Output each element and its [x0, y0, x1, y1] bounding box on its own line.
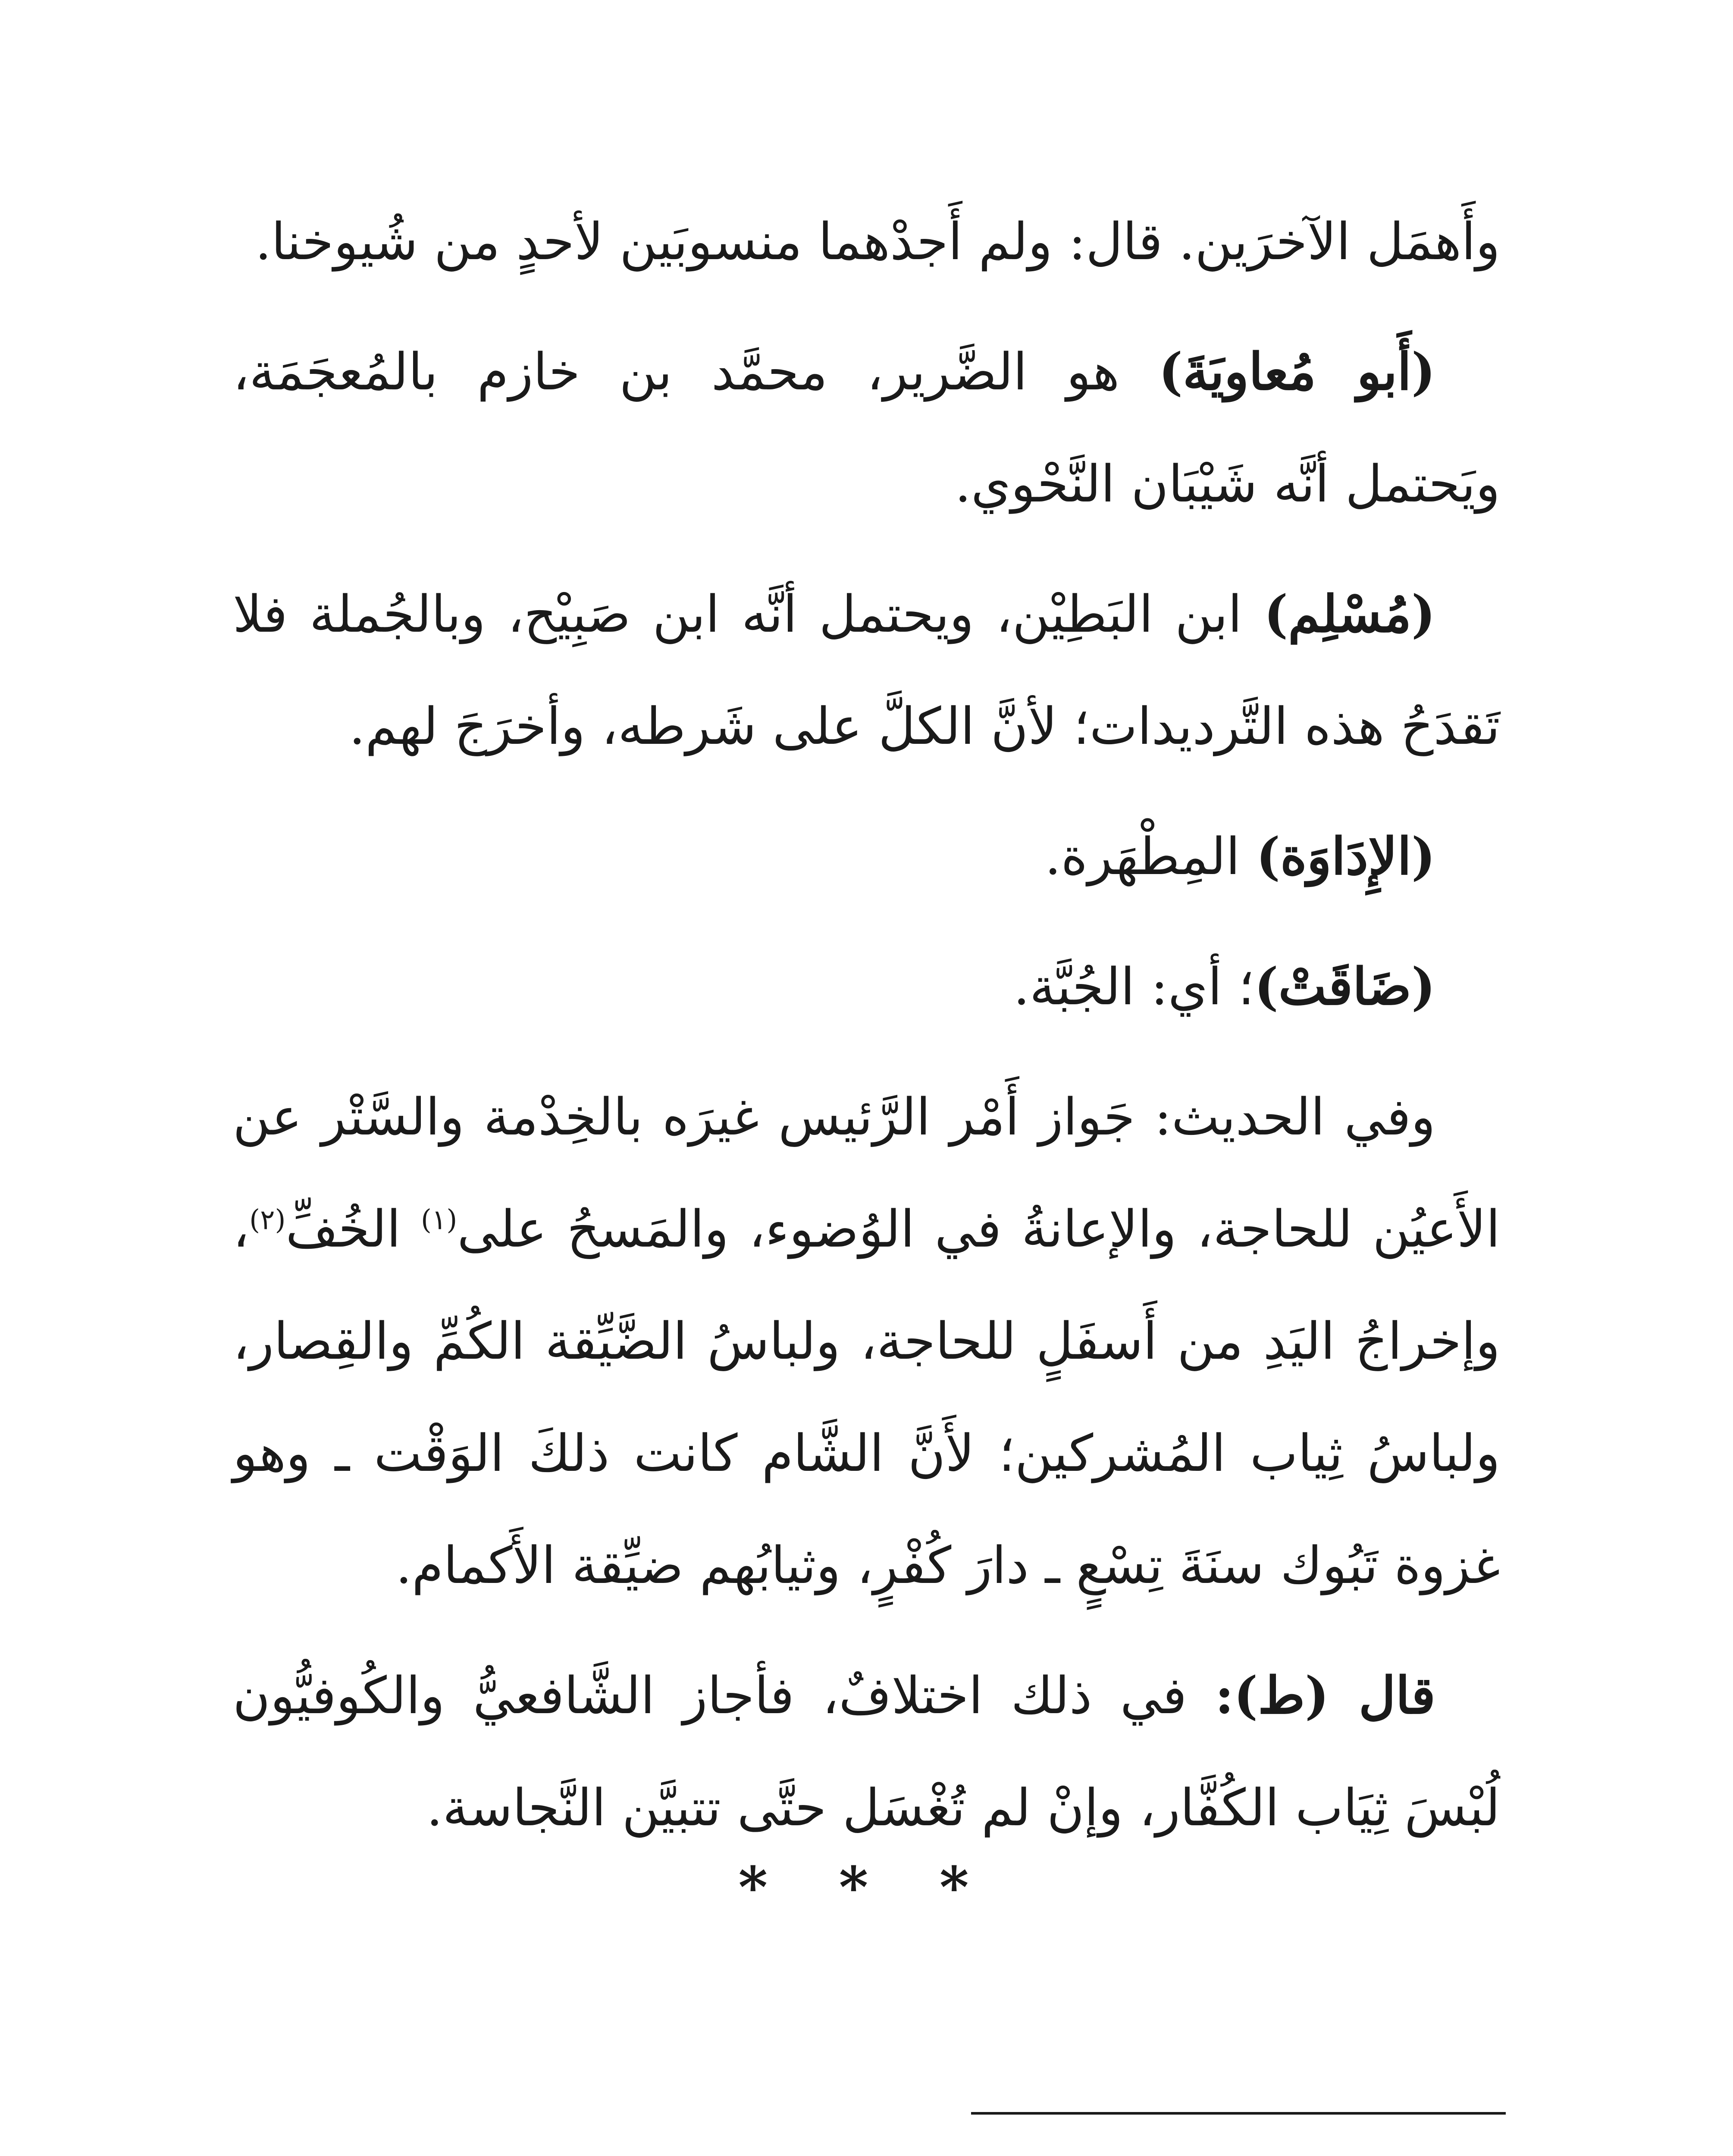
- paragraph-5: [233, 931, 1500, 1043]
- footnote-ref-2[interactable]: (٢): [249, 1204, 286, 1236]
- paragraph-3: [233, 558, 1500, 782]
- paragraph-3-text: ابن البَطِيْن، ويحتمل أنَّه ابن صَبِيْح، وبالجُملة فلا تَقدَحُ هذه التَّرديدات؛ لأنَّ الكلَّ على شَرطه، وأخرَجَ لهم.: [233, 584, 1500, 756]
- footnote-divider: [971, 2112, 1506, 2115]
- paragraph-3-heading: (مُسْلِم): [1264, 584, 1435, 644]
- paragraph-4: [233, 800, 1500, 912]
- paragraph-7-heading: قال (ط):: [1215, 1665, 1435, 1725]
- footnote-1: [233, 2152, 1500, 2156]
- paragraph-2-text: هو الضَّرير، محمَّد بن خازم بالمُعجَمَة، ويَحتمل أنَّه شَيْبَان النَّحْوي.: [233, 342, 1500, 514]
- paragraph-4-text: المِطْهَرة.: [1045, 827, 1257, 886]
- paragraph-6-text-b: الخُفِّ: [285, 1199, 421, 1259]
- footnote-ref-1[interactable]: (١): [421, 1204, 458, 1236]
- paragraph-4-heading: (الإِدَاوَة): [1256, 826, 1435, 886]
- paragraph-6-text-a: وفي الحديث: جَواز أَمْر الرَّئيس غيرَه بالخِدْمة والسَّتْر عن الأَعيُن للحاجة، والإعانةُ في الوُضوء، والمَسحُ على: [233, 1087, 1500, 1259]
- main-text: [233, 185, 1500, 1882]
- paragraph-2: [233, 316, 1500, 540]
- paragraph-1-text: وأَهمَل الآخرَين. قال: ولم أَجدْهما منسوبَين لأحدٍ من شُيوخنا.: [255, 212, 1500, 271]
- footnote-1-number: [1384, 2152, 1500, 2156]
- section-separator: * * *: [738, 1854, 995, 1920]
- footnotes: [233, 2152, 1500, 2156]
- paragraph-1: [233, 185, 1500, 298]
- paragraph-6: [233, 1061, 1500, 1621]
- paragraph-5-heading: (ضَاقَتْ): [1254, 956, 1435, 1016]
- paragraph-6-text-c: ، وإخراجُ اليَدِ من أَسفَلٍ للحاجة، ولباسُ الضَّيِّقة الكُمِّ والقِصار، ولباسُ ثِياب المُشركين؛ لأَنَّ الشَّام كانت ذلكَ الوَقْت ـ وهو غزوة تَبُوك سنَةَ تِسْعٍ ـ دارَ كُفْرٍ، وثيابُهم ضيِّقة الأَكمام.: [233, 1199, 1500, 1595]
- paragraph-7: [233, 1639, 1500, 1864]
- paragraph-5-text: ؛ أي: الجُبَّة.: [1013, 957, 1254, 1016]
- paragraph-7-text: في ذلك اختلافٌ، فأجاز الشَّافعيُّ والكُوفيُّون لُبْسَ ثِيَاب الكُفَّار، وإنْ لم تُغْسَل حتَّى تتبيَّن النَّجاسة.: [233, 1666, 1500, 1837]
- paragraph-2-heading: (أَبو مُعاويَةَ): [1159, 342, 1435, 401]
